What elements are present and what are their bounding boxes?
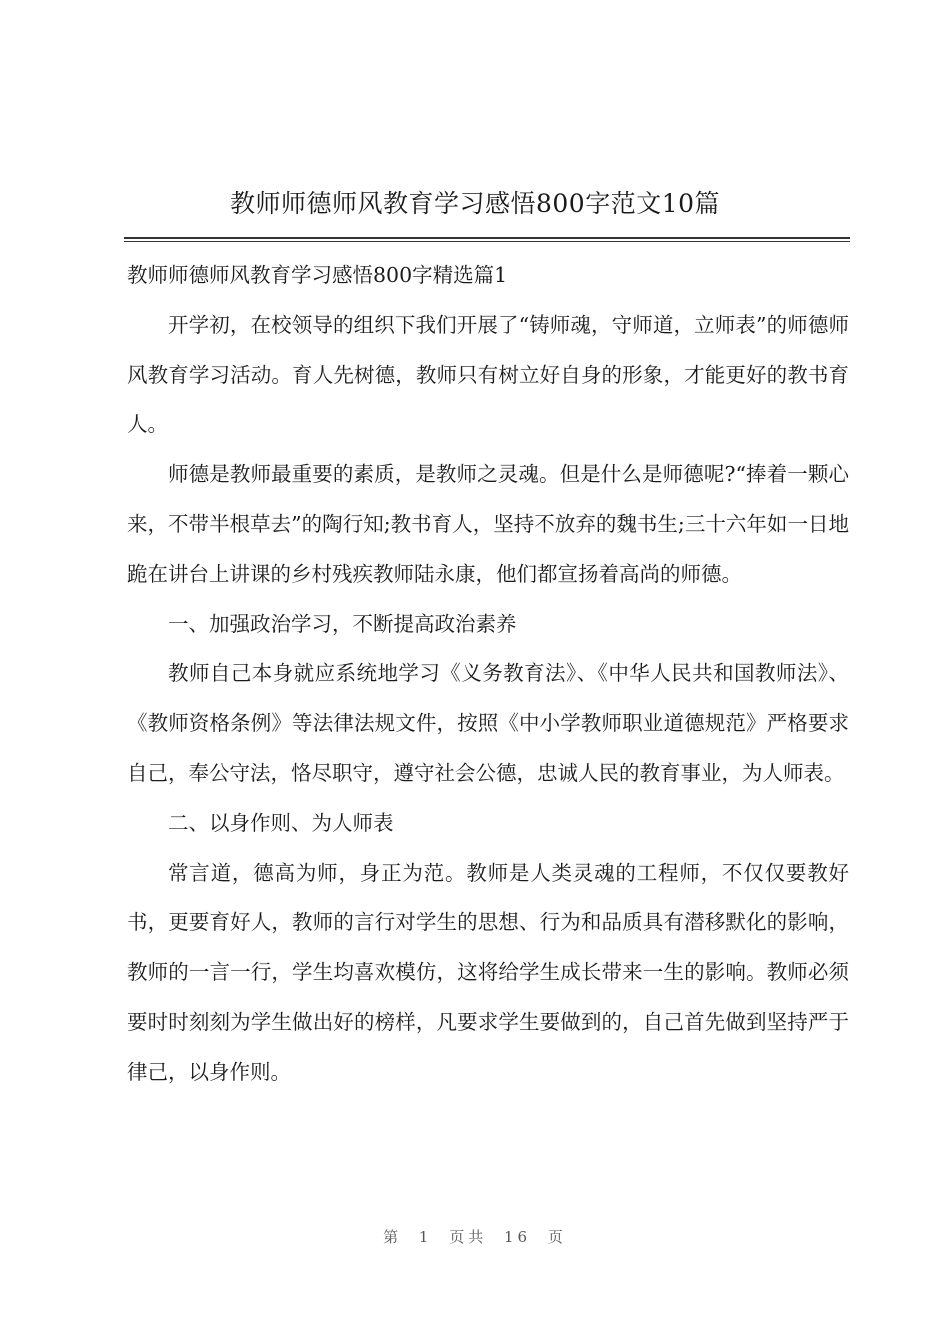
paragraph: 开学初，在校领导的组织下我们开展了“铸师魂，守师道，立师表”的师德师风教育学习活动。育人先树德，教师只有树立好自身的形象，才能更好的教书育人。 [127, 312, 849, 437]
document-body [127, 251, 849, 1098]
document-title: 教师师德师风教育学习感悟800字范文10篇 [229, 189, 721, 218]
paragraph: 常言道，德高为师，身正为范。教师是人类灵魂的工程师，不仅仅要教好书，更要育好人，教师的言行对学生的思想、行为和品质具有潜移默化的影响，教师的一言一行，学生均喜欢模仿，这将给学生成长带来一生的影响。教师必须要时时刻刻为学生做出好的榜样，凡要求学生要做到的，自己首先做到坚持严于律己，以身作则。 [127, 860, 849, 1084]
paragraph-heading: 二、以身作则、为人师表 [168, 810, 394, 835]
title-divider [124, 237, 850, 242]
page-number-footer: 第 1 页共 16 页 [383, 1228, 567, 1246]
paragraph: 教师自己本身就应系统地学习《义务教育法》、《中华人民共和国教师法》、《教师资格条例》等法律法规文件，按照《中小学教师职业道德规范》严格要求自己，奉公守法，恪尽职守，遵守社会公德，忠诚人民的教育事业，为人师表。 [127, 661, 849, 785]
paragraph: 师德是教师最重要的素质，是教师之灵魂。但是什么是师德呢?“捧着一颗心来，不带半根草去”的陶行知;教书育人，坚持不放弃的魏书生;三十六年如一日地跪在讲台上讲课的乡村残疾教师陆永康，他们都宣扬着高尚的师德。 [127, 462, 849, 586]
paragraph-heading: 一、加强政治学习，不断提高政治素养 [168, 611, 517, 636]
section-title: 教师师德师风教育学习感悟800字精选篇1 [127, 263, 508, 287]
